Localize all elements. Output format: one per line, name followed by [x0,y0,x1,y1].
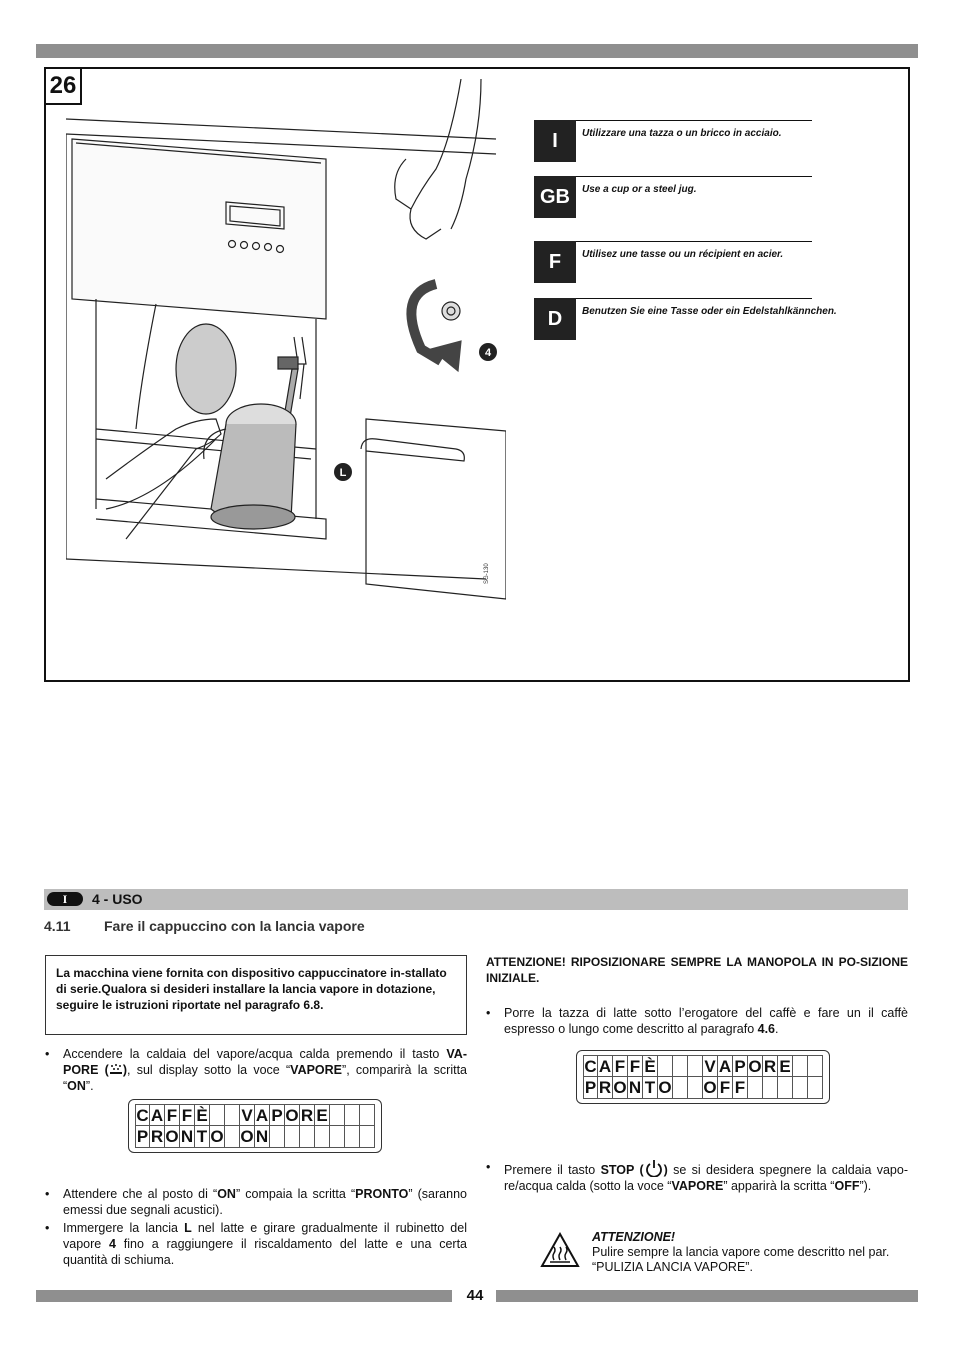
lang-rule [576,176,812,177]
text: nel latte e girare gradualmente il rubinetto del vapore [63,1221,467,1251]
text-bold: 4 [109,1237,116,1251]
display-cell: E [778,1055,793,1077]
display-cell: E [315,1104,330,1126]
display-cell: N [180,1127,194,1146]
text-bold: ON [217,1187,236,1201]
text: ”). [859,1179,872,1193]
display-cell: F [628,1055,643,1077]
display-cell [360,1126,375,1148]
lang-text-de: Benutzen Sie eine Tasse oder ein Edelstahlkännchen. [582,306,837,317]
lang-rule [576,298,812,299]
display-cell: O [210,1127,224,1146]
section-header [44,889,908,910]
warning-heading: ATTENZIONE! RIPOSIZIONARE SEMPRE LA MANOPOLA IN PO-SIZIONE INIZIALE. [486,955,908,985]
text-bold: ) [663,1163,668,1177]
display-cell [778,1077,793,1099]
display-cell: O [703,1078,717,1097]
display-row-2 [135,1126,375,1148]
display-cell [763,1077,778,1099]
text: ” apparirà la scritta “ [723,1179,835,1193]
display-cell [330,1126,345,1148]
display-cell: P [733,1055,748,1077]
text: fino a raggiungere il riscaldamento del latte e una certa quantità di schiuma. [63,1237,467,1267]
lang-code-fr: F [534,241,576,283]
text-bold: OFF [834,1179,860,1193]
display-cell [225,1104,240,1126]
text-bold: VA-PORE ( [63,1047,467,1077]
display-cell [808,1055,823,1077]
text-bold: L [184,1221,192,1235]
text: se si desidera spegnere la caldaia vapo-re/acqua calda (sotto la voce “ [504,1163,908,1193]
display-cell [315,1126,330,1148]
lang-code-de: D [534,298,576,340]
right-bullet-list-2 [486,1159,908,1194]
display-cell [673,1077,688,1099]
display-cell: P [270,1104,285,1126]
text-bold: VAPORE [671,1179,724,1193]
bullet-attendere [45,1186,467,1218]
lang-row-it [534,120,814,162]
right-bullet-list [486,1005,908,1037]
bullet-premere [486,1159,908,1194]
section-title: 4 - USO [92,891,143,907]
lang-code-gb: GB [534,176,576,218]
bullet-immergere [45,1220,467,1268]
display-cell [793,1055,808,1077]
lang-rule [576,120,812,121]
display-vapore-off [576,1050,830,1104]
display-cell [658,1055,673,1077]
figure-code: SG-130 [484,563,490,584]
text-bold: PRONTO [355,1187,409,1201]
footer-bar-left [36,1290,452,1302]
text: ” compaia la scritta “ [235,1187,356,1201]
display-cell: O [658,1078,672,1097]
display-cell: È [643,1055,658,1077]
callout-l: L [339,467,347,479]
lang-row-gb [534,176,814,218]
display-cell: V [240,1104,255,1126]
display-vapore-on [128,1099,382,1153]
display-cell: A [598,1057,612,1076]
display-cell: C [136,1106,149,1125]
display-cell: T [195,1126,210,1148]
left-bullet-list [45,1046,467,1094]
display-cell [300,1126,315,1148]
display-cell: O [285,1106,299,1125]
display-cell [285,1126,300,1148]
text-bold: 4.6 [757,1022,776,1036]
display-cell: F [613,1055,628,1077]
section-lang-badge: I [47,892,83,906]
display-cell: V [703,1055,718,1077]
lang-text-it: Utilizzare una tazza o un bricco in acciaio. [582,128,782,139]
lang-row-de [534,298,837,340]
text: Attendere che al posto di “ [63,1187,218,1201]
text: Premere il tasto [504,1163,601,1177]
text-bold: VAPORE [290,1063,343,1077]
lang-code-it: I [534,120,576,162]
display-row-1 [135,1104,375,1126]
power-icon [644,1159,664,1177]
note-text: La macchina viene fornita con dispositivo cappuccinatore in-stallato di serie.Qualora si desideri installare la lancia vapore in dotazione, seguire le istruzioni riportate nel paragrafo 6.8. [56,966,447,1012]
display-cell [360,1104,375,1126]
attention-body: Pulire sempre la lancia vapore come descritto nel par. “PULIZIA LANCIA VAPORE”. [592,1245,890,1274]
display-cell [808,1077,823,1099]
text: , sul display sotto la voce “ [127,1063,291,1077]
text: Accendere la caldaia del vapore/acqua calda premendo il tasto [63,1047,447,1061]
display-cell: F [165,1104,180,1126]
text-bold: STOP ( [600,1163,644,1177]
display-cell: F [180,1104,195,1126]
note-box [45,955,467,1035]
display-cell: O [240,1127,254,1146]
bullet-porre [486,1005,908,1037]
display-cell: R [763,1057,777,1076]
display-cell: O [748,1057,762,1076]
lang-text-gb: Use a cup or a steel jug. [582,184,697,195]
text: Porre la tazza di latte sotto l’erogatore del caffè e fare un il caffè espresso o lungo come descritto al paragrafo [504,1006,908,1036]
display-cell [673,1055,688,1077]
display-cell: A [718,1057,732,1076]
figure-panel [44,67,910,682]
steam-icon [109,1063,123,1075]
text-bold: ON [67,1079,86,1093]
lang-row-fr [534,241,814,283]
callout-4: 4 [484,347,492,359]
display-cell: R [300,1106,314,1125]
display-cell: R [598,1078,612,1097]
subsection-heading [44,918,365,934]
attention-text-block [592,1230,912,1275]
page-number: 44 [466,1287,484,1304]
text: Immergere la lancia [63,1221,185,1235]
display-cell [270,1126,285,1148]
text: ” (saranno emessi due segnali acustici). [63,1187,467,1217]
display-cell: C [584,1057,597,1076]
display-cell: P [584,1078,597,1097]
display-cell: P [136,1127,149,1146]
attention-title: ATTENZIONE! [592,1230,676,1244]
display-cell [345,1104,360,1126]
display-cell [688,1055,703,1077]
display-cell [748,1077,763,1099]
display-cell [793,1077,808,1099]
display-cell: O [165,1127,179,1146]
text: ”, comparirà la scritta “ [63,1063,467,1093]
subsection-title: Fare il cappuccino con la lancia vapore [104,918,365,934]
bullet-accendere [45,1046,467,1094]
display-cell [210,1104,225,1126]
lang-rule [576,241,812,242]
display-cell: N [255,1127,269,1146]
display-cell: O [613,1078,627,1097]
display-cell [345,1126,360,1148]
header-bar [36,44,918,58]
text: . [775,1022,779,1036]
display-cell: F [733,1077,748,1099]
lang-text-fr: Utilisez une tasse ou un récipient en acier. [582,249,784,260]
display-cell [688,1077,703,1099]
machine-illustration [66,79,506,669]
display-cell: R [150,1127,164,1146]
subsection-number: 4.11 [44,918,71,934]
display-cell: N [628,1078,642,1097]
footer-bar-right [496,1290,918,1302]
hot-surface-warning-icon [540,1232,580,1268]
text: ”. [85,1079,94,1093]
display-cell: È [195,1104,210,1126]
display-cell [330,1104,345,1126]
display-cell: T [643,1077,658,1099]
display-row-2 [583,1077,823,1099]
display-cell: A [255,1106,269,1125]
display-cell: F [718,1077,733,1099]
display-cell [225,1126,240,1148]
display-cell: A [150,1106,164,1125]
display-row-1 [583,1055,823,1077]
figure-number: 26 [46,69,82,105]
text-bold: ) [122,1063,127,1077]
left-bullet-list-2 [45,1186,467,1268]
